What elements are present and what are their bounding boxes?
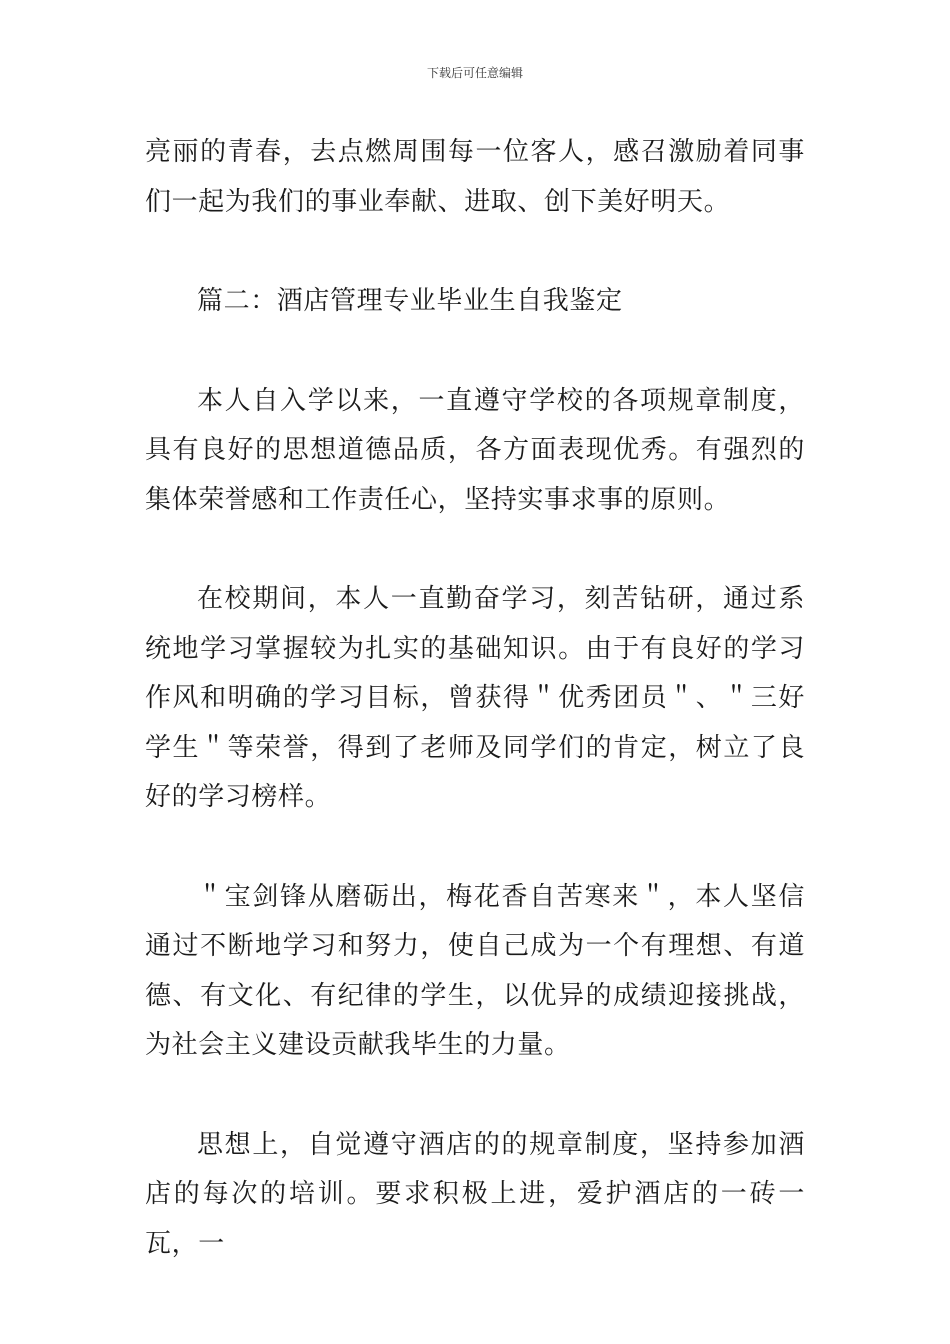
section-heading: 篇二：酒店管理专业毕业生自我鉴定 <box>197 286 623 316</box>
paragraph: 本人自入学以来，一直遵守学校的各项规章制度，具有良好的思想道德品质，各方面表现优秀。有强烈的集体荣誉感和工作责任心，坚持实事求事的原则。 <box>145 385 805 515</box>
paragraph-continuation: 亮丽的青春，去点燃周围每一位客人，感召激励着同事们一起为我们的事业奉献、进取、创下美好明天。 <box>145 137 805 217</box>
paragraph: ＂宝剑锋从磨砺出，梅花香自苦寒来＂，本人坚信通过不断地学习和努力，使自己成为一个有理想、有道德、有文化、有纪律的学生，以优异的成绩迎接挑战，为社会主义建设贡献我毕生的力量。 <box>145 881 805 1060</box>
paragraph: 思想上，自觉遵守酒店的的规章制度，坚持参加酒店的每次的培训。要求积极上进，爱护酒店的一砖一瓦，一 <box>145 1129 805 1259</box>
document-body <box>145 128 805 1319</box>
header-note: 下载后可任意编辑 <box>426 66 523 80</box>
paragraph: 在校期间，本人一直勤奋学习，刻苦钻研，通过系统地学习掌握较为扎实的基础知识。由于有良好的学习作风和明确的学习目标，曾获得＂优秀团员＂、＂三好学生＂等荣誉，得到了老师及同学们的肯定，树立了良好的学习榜样。 <box>145 584 805 812</box>
